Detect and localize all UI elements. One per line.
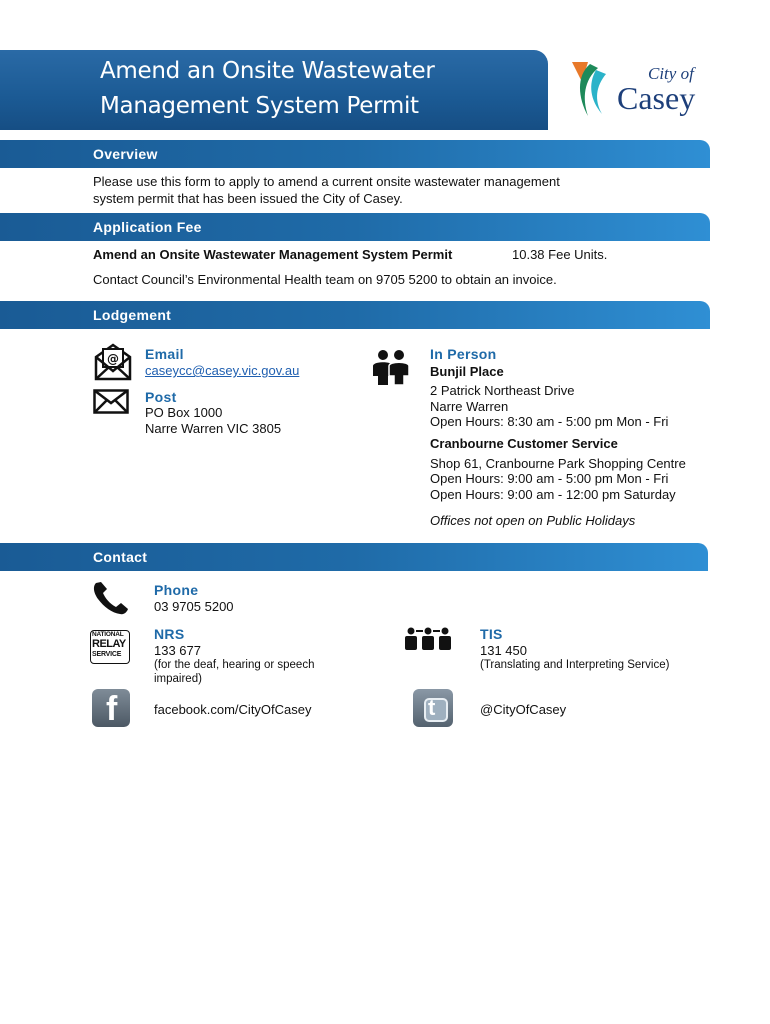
logo-city-of: City of xyxy=(648,64,694,83)
national-relay-service-icon xyxy=(88,628,132,666)
overview-text-line-1: Please use this form to apply to amend a current onsite wastewater management xyxy=(93,174,560,189)
nrs-icon-text-3: SERVICE xyxy=(92,651,122,658)
nrs-icon-text-1: NATIONAL xyxy=(92,631,124,638)
fee-heading: Application Fee xyxy=(93,219,202,235)
nrs-value[interactable]: 133 677 xyxy=(154,643,201,658)
lodgement-heading: Lodgement xyxy=(93,307,172,323)
phone-value[interactable]: 03 9705 5200 xyxy=(154,599,234,614)
bunjil-address-1: 2 Patrick Northeast Drive xyxy=(430,383,575,398)
phone-label: Phone xyxy=(154,582,199,598)
page-title-line-2: Management System Permit xyxy=(100,93,419,119)
phone-icon xyxy=(92,580,130,616)
in-person-people-icon xyxy=(370,348,412,386)
facebook-link[interactable]: facebook.com/CityOfCasey xyxy=(154,702,312,717)
post-envelope-icon xyxy=(93,389,129,414)
overview-heading: Overview xyxy=(93,146,158,162)
tis-value[interactable]: 131 450 xyxy=(480,643,527,658)
cranbourne-hours-weekday: Open Hours: 9:00 am - 5:00 pm Mon - Fri xyxy=(430,471,669,486)
contact-heading: Contact xyxy=(93,549,148,565)
twitter-icon[interactable]: t xyxy=(413,689,453,727)
bunjil-title: Bunjil Place xyxy=(430,364,504,379)
casey-logo-mark-icon xyxy=(568,58,616,120)
nrs-icon-text-2: RELAY xyxy=(92,638,126,650)
bunjil-hours: Open Hours: 8:30 am - 5:00 pm Mon - Fri xyxy=(430,414,669,429)
post-line-1: PO Box 1000 xyxy=(145,405,223,420)
tis-interpreters-icon xyxy=(404,627,452,651)
nrs-label: NRS xyxy=(154,626,185,642)
twitter-handle[interactable]: @CityOfCasey xyxy=(480,702,567,717)
cranbourne-hours-saturday: Open Hours: 9:00 am - 12:00 pm Saturday xyxy=(430,487,676,502)
fee-item-label: Amend an Onsite Wastewater Management System Permit xyxy=(93,247,453,262)
email-link[interactable]: caseycc@casey.vic.gov.au xyxy=(145,363,300,378)
post-line-2: Narre Warren VIC 3805 xyxy=(145,421,282,436)
email-envelope-icon xyxy=(93,343,133,381)
fee-contact-note: Contact Council’s Environmental Health team on 9705 5200 to obtain an invoice. xyxy=(93,272,557,287)
nrs-note-line-2: impaired) xyxy=(154,673,202,685)
nrs-note-line-1: (for the deaf, hearing or speech xyxy=(154,659,315,671)
page-title-line-1: Amend an Onsite Wastewater xyxy=(100,58,435,84)
email-label: Email xyxy=(145,346,184,362)
tis-note: (Translating and Interpreting Service) xyxy=(480,659,670,671)
bunjil-address-2: Narre Warren xyxy=(430,399,509,414)
svg-text:@: @ xyxy=(107,352,119,366)
fee-item-value: 10.38 Fee Units. xyxy=(512,247,608,262)
logo-casey: Casey xyxy=(617,80,696,116)
facebook-icon[interactable]: f xyxy=(92,689,130,727)
in-person-label: In Person xyxy=(430,346,497,362)
cranbourne-title: Cranbourne Customer Service xyxy=(430,436,618,451)
overview-text-line-2: system permit that has been issued the City of Casey. xyxy=(93,191,403,206)
cranbourne-address: Shop 61, Cranbourne Park Shopping Centre xyxy=(430,456,686,471)
post-label: Post xyxy=(145,389,177,405)
tis-label: TIS xyxy=(480,626,503,642)
holidays-note: Offices not open on Public Holidays xyxy=(430,513,636,528)
